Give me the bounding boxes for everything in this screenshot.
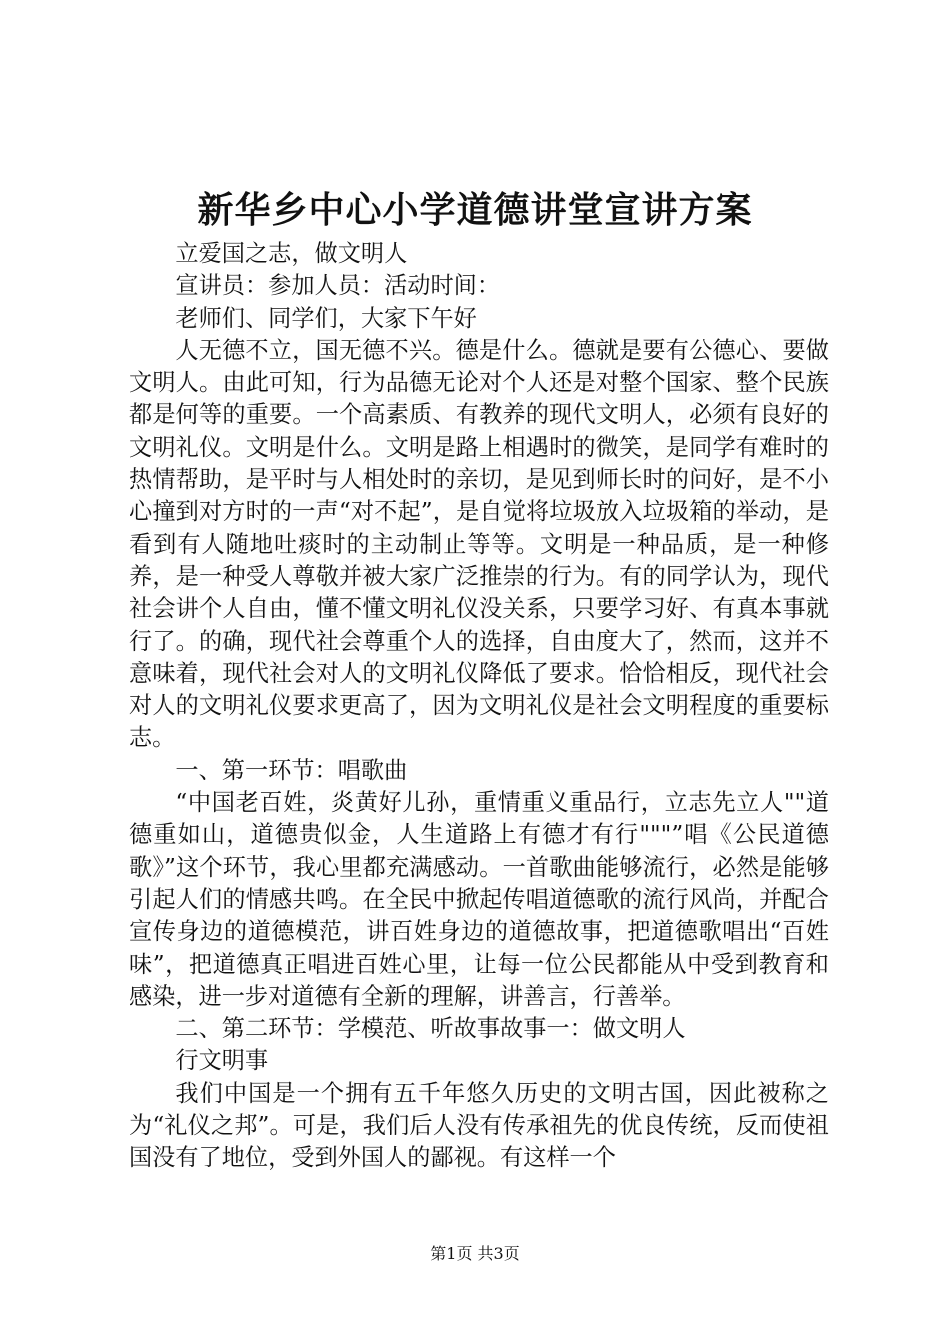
paragraph-story: 我们中国是一个拥有五千年悠久历史的文明古国，因此被称之为“礼仪之邦”。可是，我们后人没有传承祖先的优良传统，反而使祖国没有了地位，受到外国人的鄙视。有这样一个	[129, 1079, 829, 1172]
section-heading-2-continued: 行文明事	[175, 1047, 269, 1075]
page-number: 第1页 共3页	[430, 1244, 520, 1263]
section-heading-1: 一、第一环节：唱歌曲	[175, 756, 408, 784]
document-body	[129, 238, 829, 1175]
paragraph-participants: 宣讲员：参加人员：活动时间：	[175, 272, 501, 300]
paragraph-theme: 立爱国之志，做文明人	[175, 240, 408, 267]
document-title: 新华乡中心小学道德讲堂宣讲方案	[197, 189, 753, 231]
paragraph-song: “中国老百姓，炎黄好儿孙，重情重义重品行，立志先立人""道德重如山，道德贵似金，人生道路上有德才有行"""”唱《公民道德歌》”这个环节，我心里都充满感动。一首歌曲能够流行，必然是能够引起人们的情感共鸣。在全民中掀起传唱道德歌的流行风尚，并配合宣传身边的道德模范，讲百姓身边的道德故事，把道德歌唱出“百姓味”，把道德真正唱进百姓心里，让每一位公民都能从中受到教育和感染，进一步对道德有全新的理解，讲善言，行善举。	[129, 789, 829, 1010]
paragraph-introduction: 人无德不立，国无德不兴。德是什么。德就是要有公德心、要做文明人。由此可知，行为品德无论对个人还是对整个国家、整个民族都是何等的重要。一个高素质、有教养的现代文明人，必须有良好的文明礼仪。文明是什么。文明是路上相遇时的微笑，是同学有难时的热情帮助，是平时与人相处时的亲切，是见到师长时的问好，是不小心撞到对方时的一声“对不起”，是自觉将垃圾放入垃圾箱的举动，是看到有人随地吐痰时的主动制止等等。文明是一种品质，是一种修养，是一种受人尊敬并被大家广泛推崇的行为。有的同学认为，现代社会讲个人自由，懂不懂文明礼仪没关系，只要学习好、有真本事就行了。的确，现代社会尊重个人的选择，自由度大了，然而，这并不意味着，现代社会对人的文明礼仪降低了要求。恰恰相反，现代社会对人的文明礼仪要求更高了，因为文明礼仪是社会文明程度的重要标志。	[129, 336, 829, 752]
paragraph-greeting: 老师们、同学们，大家下午好	[175, 304, 477, 332]
section-heading-2: 二、第二环节：学模范、听故事故事一：做文明人	[175, 1015, 686, 1043]
